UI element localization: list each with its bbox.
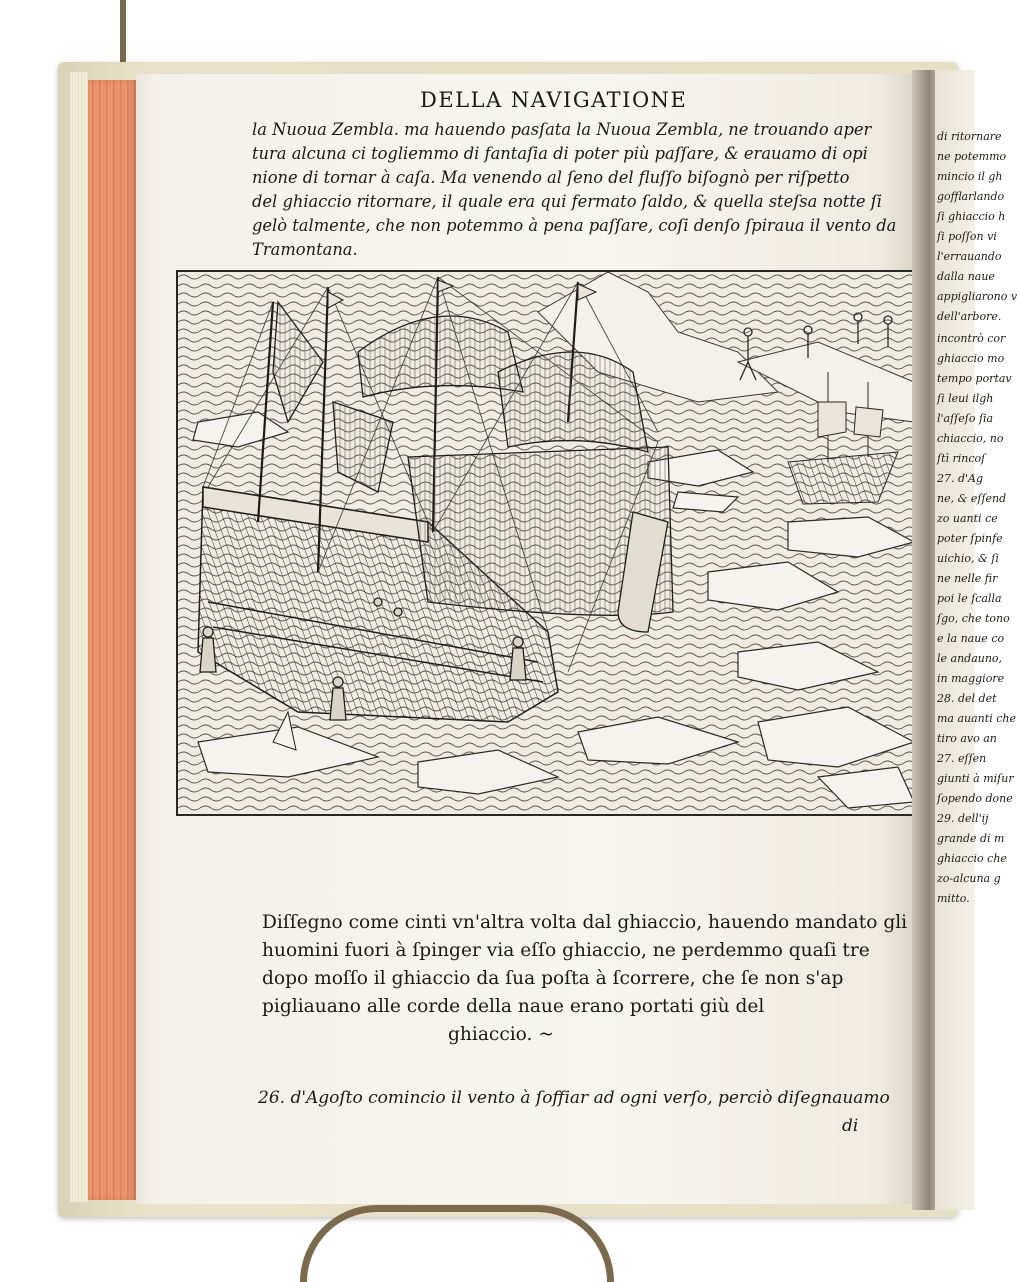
text-line: del ghiaccio ritornare, il quale era qui fermato ſaldo, & quella steſsa notte ſi	[252, 192, 882, 211]
caption-line: ghiaccio. ~	[448, 1024, 554, 1045]
right-page-text: ma auanti che	[937, 712, 1016, 725]
right-page-text: mincio il gh	[937, 170, 1003, 183]
running-header: DELLA NAVIGATIONE	[420, 88, 688, 112]
text-line: la Nuoua Zembla. ma hauendo pasſata la Nuoua Zembla, ne trouando aper	[252, 120, 872, 139]
right-page-text: ſgo, che tono	[937, 612, 1010, 625]
right-page-text: dalla naue	[937, 270, 995, 283]
right-page-text: 27. eſſen	[937, 752, 987, 765]
dated-entry-line: 26. d'Agoſto comincio il vento à ſoffiar ad ogni verſo, perciò diſegnauamo	[258, 1088, 890, 1108]
right-page-text: poter ſpinfe	[937, 532, 1003, 545]
right-page-text: dell'arbore.	[937, 310, 1002, 323]
engraving-caption	[262, 912, 908, 1052]
right-page-text: incontrò cor	[937, 332, 1006, 345]
right-page-text: mitto.	[937, 892, 970, 905]
right-page-text: di ritornare	[937, 130, 1002, 143]
right-page-text: tempo portav	[937, 372, 1012, 385]
right-page-text: ſopendo done	[937, 792, 1013, 805]
right-page-text: ghiaccio che	[937, 852, 1007, 865]
caption-line: huomini fuori à ſpinger via eſſo ghiaccio, ne perdemmo quaſi tre	[262, 940, 870, 961]
bottom-ribbon-tie	[300, 1205, 614, 1282]
right-page-text: ſi poſſon vi	[937, 230, 997, 243]
right-page-text: 29. dell'ij	[937, 812, 989, 825]
right-page-text: ne nelle fir	[937, 572, 998, 585]
page-block-edge	[70, 72, 88, 1202]
ship-in-ice-engraving	[176, 270, 916, 816]
right-page-text: appigliarono v	[937, 290, 1017, 303]
caption-line: dopo moſſo il ghiaccio da ſua poſta à ſcorrere, che ſe non s'ap	[262, 968, 844, 989]
text-line: tura alcuna ci togliemmo di fantaſia di poter più paſſare, & erauamo di opi	[252, 144, 868, 163]
right-page-text: e la naue co	[937, 632, 1005, 645]
right-page-text: l'errauando	[937, 250, 1002, 263]
right-page-text: 28. del det	[937, 692, 997, 705]
right-page-text: ne, & eſſend	[937, 492, 1007, 505]
right-page-text: ſtì rincoſ	[937, 452, 986, 465]
red-stained-page-edges	[88, 80, 136, 1200]
right-page-text: grande di m	[937, 832, 1005, 845]
right-page-text: 27. d'Ag	[937, 472, 984, 485]
catchword: di	[842, 1116, 859, 1136]
right-page-fragment	[935, 70, 1017, 1210]
right-page-text: ſi ghiaccio h	[937, 210, 1006, 223]
right-page-text: zo uanti ce	[937, 512, 998, 525]
caption-line: Diſſegno come cinti vn'altra volta dal ghiaccio, hauendo mandato gli	[262, 912, 908, 933]
right-page-text: ne potemmo	[937, 150, 1007, 163]
caption-line: pigliauano alle corde della naue erano portati giù del	[262, 996, 765, 1017]
right-page-text: giunti à miſur	[937, 772, 1014, 785]
right-page-text: chiaccio, no	[937, 432, 1004, 445]
right-page-text: l'aſſeſo ſia	[937, 412, 994, 425]
right-page-text: zo-alcuna g	[937, 872, 1001, 885]
text-line: gelò talmente, che non potemmo à pena paſſare, coſi denſo ſpiraua il vento da	[252, 216, 897, 235]
top-text-block	[252, 120, 912, 264]
right-page-text: gofflarlando	[937, 190, 1005, 203]
text-line: nione di tornar à caſa. Ma venendo al ſeno del fluſſo biſognò per riſpetto	[252, 168, 850, 187]
engraving-illustration	[178, 272, 914, 814]
right-page-text: poi le ſcalla	[937, 592, 1002, 605]
right-page-text: ghiaccio mo	[937, 352, 1005, 365]
right-page-text: in maggiore	[937, 672, 1005, 685]
text-line: Tramontana.	[252, 240, 358, 259]
right-page-text: uichio, & ſi	[937, 552, 999, 565]
right-page-text: tiro avo an	[937, 732, 997, 745]
right-page-text: le andauno,	[937, 652, 1003, 665]
right-page-text: ſi leui ilgh	[937, 392, 994, 405]
